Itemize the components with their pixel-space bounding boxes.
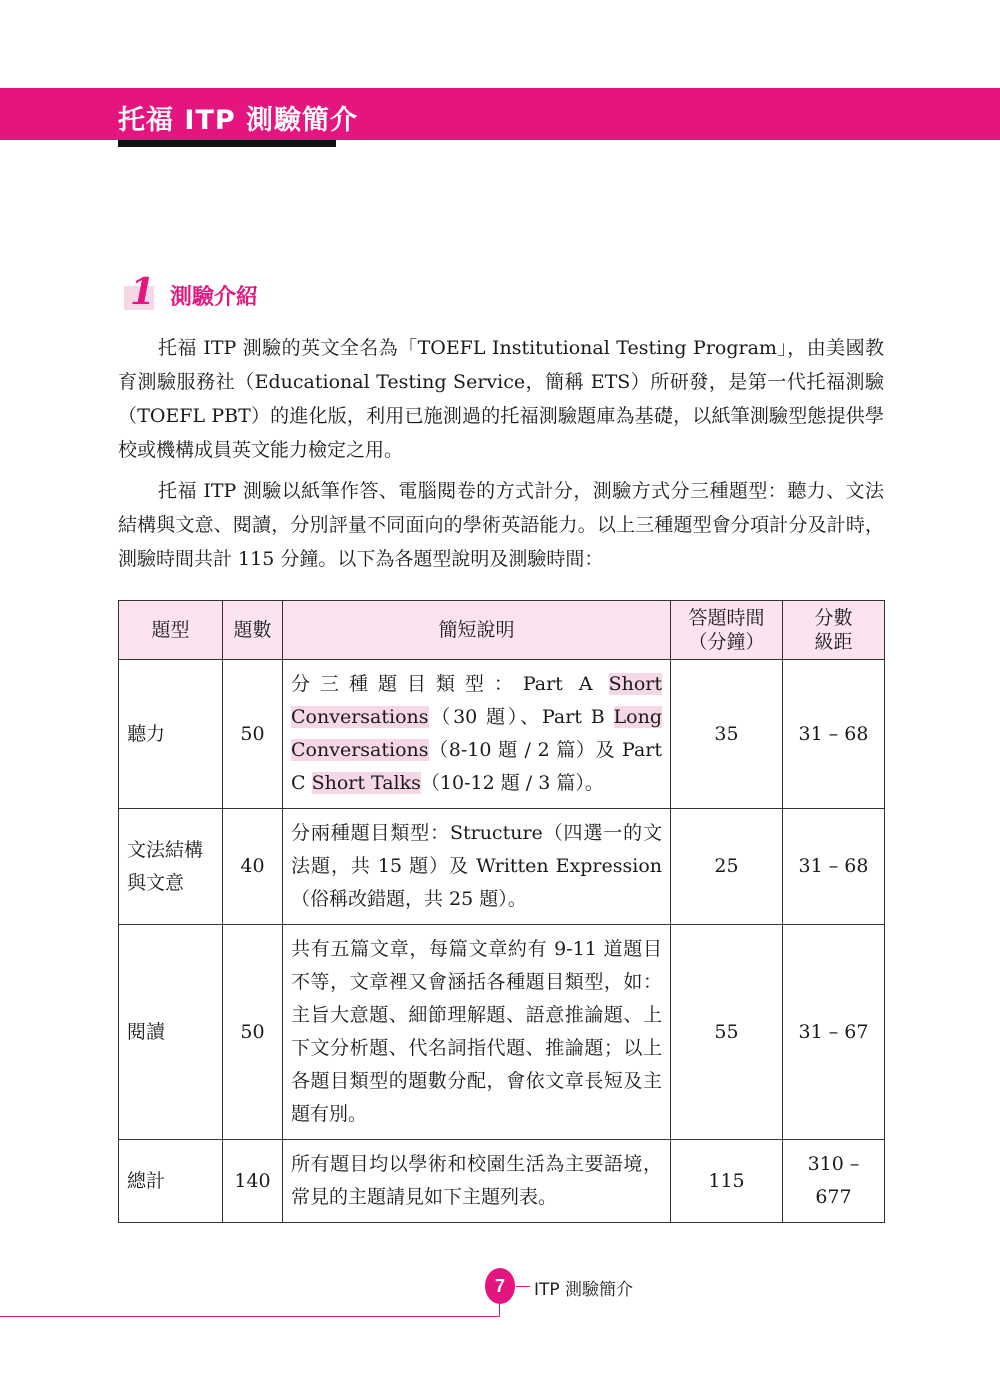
header-count: 題數 xyxy=(223,601,283,660)
row-description: 所有題目均以學術和校園生活為主要語境，常見的主題請見如下主題列表。 xyxy=(283,1140,671,1223)
footer-label: ITP 測驗簡介 xyxy=(534,1280,634,1300)
header-description: 簡短說明 xyxy=(283,601,671,660)
section-title: 測驗介紹 xyxy=(170,285,259,310)
desc-text: （30 題）、Part B xyxy=(428,706,614,728)
desc-text: 分三種題目類型：Part A xyxy=(291,673,609,695)
intro-paragraph-1: 托福 ITP 測驗的英文全名為「TOEFL Institutional Testing Program」，由美國教育測驗服務社（Educational Testing Service，簡稱 ETS）所研發，是第一代托福測驗（TOEFL PBT）的進化版，利用已施測過的托福測驗題庫為基礎，以紙筆測驗型態提供學校或機構成員英文能力檢定之用。 xyxy=(118,337,884,461)
row-description: 分兩種題目類型：Structure（四選一的文法題，共 15 題）及 Written Expression（俗稱改錯題，共 25 題）。 xyxy=(283,809,671,925)
table-row xyxy=(119,1140,885,1223)
test-sections-table xyxy=(118,600,885,1223)
header-range-line-1: 分數 xyxy=(814,607,853,629)
row-type: 文法結構與文意 xyxy=(119,809,223,925)
row-description xyxy=(283,660,671,809)
table-row xyxy=(119,809,885,925)
section-number: 1 xyxy=(130,271,156,313)
row-count: 50 xyxy=(223,925,283,1140)
highlighted-term: Long Conversations xyxy=(291,706,662,761)
row-score-range: 31 – 68 xyxy=(783,660,885,809)
row-count: 140 xyxy=(223,1140,283,1223)
row-type: 閱讀 xyxy=(119,925,223,1140)
page-title: 托福 ITP 測驗簡介 xyxy=(118,105,359,136)
row-type: 聽力 xyxy=(119,660,223,809)
header-time-line-2: （分鐘） xyxy=(688,631,765,653)
intro-paragraph-2: 托福 ITP 測驗以紙筆作答、電腦閱卷的方式計分，測驗方式分三種題型：聽力、文法結構與文意、閱讀，分別評量不同面向的學術英語能力。以上三種題型會分項計分及計時，測驗時間共計 115 分鐘。以下為各題型說明及測驗時間： xyxy=(118,480,884,570)
title-underline xyxy=(118,140,336,147)
desc-text: （10-12 題 / 3 篇）。 xyxy=(420,772,604,794)
row-time: 25 xyxy=(671,809,783,925)
highlighted-term: Short Conversations xyxy=(291,673,662,728)
highlighted-term: Short Talks xyxy=(311,772,421,794)
footer-divider-horizontal xyxy=(0,1316,500,1317)
page-number: 7 xyxy=(485,1268,515,1304)
header-type: 題型 xyxy=(119,601,223,660)
table-row xyxy=(119,660,885,809)
row-time: 35 xyxy=(671,660,783,809)
row-time: 55 xyxy=(671,925,783,1140)
table-header-row xyxy=(119,601,885,660)
row-score-range: 31 – 68 xyxy=(783,809,885,925)
footer-tick xyxy=(516,1286,530,1287)
table-row xyxy=(119,925,885,1140)
row-count: 40 xyxy=(223,809,283,925)
row-description: 共有五篇文章，每篇文章約有 9-11 道題目不等，文章裡又會涵括各種題目類型，如：主旨大意題、細節理解題、語意推論題、上下文分析題、代名詞指代題、推論題；以上各題目類型的題數分配，會依文章長短及主題有別。 xyxy=(283,925,671,1140)
row-score-range: 31 – 67 xyxy=(783,925,885,1140)
footer-divider-vertical xyxy=(499,1304,500,1316)
header-time-line-1: 答題時間 xyxy=(688,607,765,629)
row-type: 總計 xyxy=(119,1140,223,1223)
desc-text: （8-10 題 / 2 篇）及 Part C xyxy=(291,739,662,794)
row-score-range: 310 – 677 xyxy=(783,1140,885,1223)
row-time: 115 xyxy=(671,1140,783,1223)
header-range-line-2: 級距 xyxy=(814,631,853,653)
header-score-range xyxy=(783,601,885,660)
header-time xyxy=(671,601,783,660)
row-count: 50 xyxy=(223,660,283,809)
